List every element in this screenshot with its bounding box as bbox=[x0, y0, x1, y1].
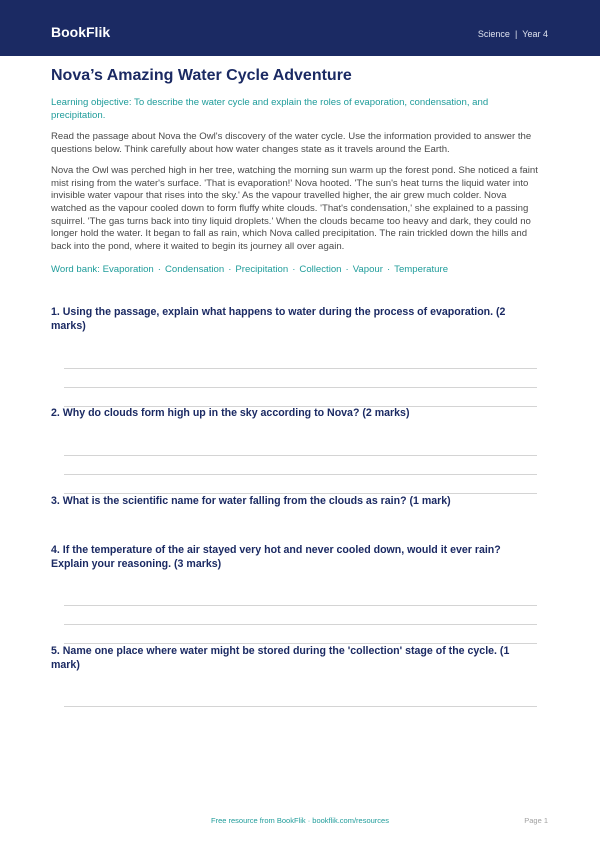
subject-label: Science bbox=[477, 29, 510, 39]
word-bank-term: Temperature bbox=[394, 264, 449, 276]
word-bank-separator: · bbox=[157, 264, 161, 276]
question-5: 5. Name one place where water might be stored during the 'collection' stage of the cycle. (1 mark) bbox=[51, 645, 510, 671]
word-bank-term: Condensation bbox=[164, 264, 225, 276]
learning-objective: Learning objective: To describe the water cycle and explain the roles of evaporation, condensation, and precipitation. bbox=[51, 97, 489, 121]
answer-line bbox=[64, 387, 537, 388]
word-bank-term: Precipitation bbox=[235, 264, 289, 276]
reading-passage: Nova the Owl was perched high in her tree, watching the morning sun warm up the forest pond. She noticed a faint mist rising from the water's surface. 'That is evaporation!' Nova hooted. 'The sun's heat turns the liquid water into invisible water vapour that rises into the sky.' As the vapour travelled higher, the air grew much colder. Nova watched as the vapour cooled down to form fluffy white clouds. 'That's condensation,' she explained to a passing squirrel. 'The gas turns back into tiny liquid droplets.' When the clouds became too heavy and dark, they could no longer hold the water. It began to fall as rain, which Nova called precipitation. The rain trickled down the hills and back into the pond, where it waited to begin its journey all over again. bbox=[51, 165, 538, 252]
header-separator: | bbox=[514, 29, 518, 39]
question-2: 2. Why do clouds form high up in the sky according to Nova? (2 marks) bbox=[51, 407, 410, 419]
word-bank-separator: · bbox=[386, 264, 391, 276]
word-bank-term: Evaporation bbox=[102, 264, 154, 276]
word-bank-term: Collection bbox=[299, 264, 342, 276]
brand-logo-text: BookFlik bbox=[51, 24, 111, 40]
page-header bbox=[0, 0, 600, 56]
answer-line bbox=[64, 474, 537, 475]
worksheet-title: Nova’s Amazing Water Cycle Adventure bbox=[51, 67, 352, 84]
answer-line bbox=[64, 605, 537, 606]
question-1: 1. Using the passage, explain what happens to water during the process of evaporation. (2 marks) bbox=[51, 306, 506, 332]
subject-year-label bbox=[478, 28, 548, 40]
word-bank-separator: · bbox=[345, 264, 349, 276]
word-bank-label: Word bank: bbox=[51, 264, 100, 276]
question-3: 3. What is the scientific name for water falling from the clouds as rain? (1 mark) bbox=[51, 495, 451, 507]
question-4: 4. If the temperature of the air stayed very hot and never cooled down, would it ever rain? Explain your reasoning. (3 marks) bbox=[51, 544, 501, 570]
worksheet-content bbox=[51, 66, 541, 276]
footer-text: Free resource from BookFlik · bookflik.com/resources bbox=[211, 816, 389, 825]
page-number: Page 1 bbox=[524, 816, 548, 825]
year-label: Year 4 bbox=[522, 29, 548, 39]
word-bank-term: Vapour bbox=[352, 264, 383, 276]
word-bank-separator: · bbox=[228, 264, 232, 276]
answer-line bbox=[64, 368, 537, 369]
word-bank-separator: · bbox=[292, 264, 296, 276]
word-bank bbox=[51, 264, 541, 276]
answer-line bbox=[64, 624, 537, 625]
instructions-paragraph: Read the passage about Nova the Owl's discovery of the water cycle. Use the information provided to answer the questions below. Think carefully about how water changes state as it travels around the Earth. bbox=[51, 131, 532, 155]
answer-line bbox=[64, 706, 537, 707]
answer-line bbox=[64, 455, 537, 456]
